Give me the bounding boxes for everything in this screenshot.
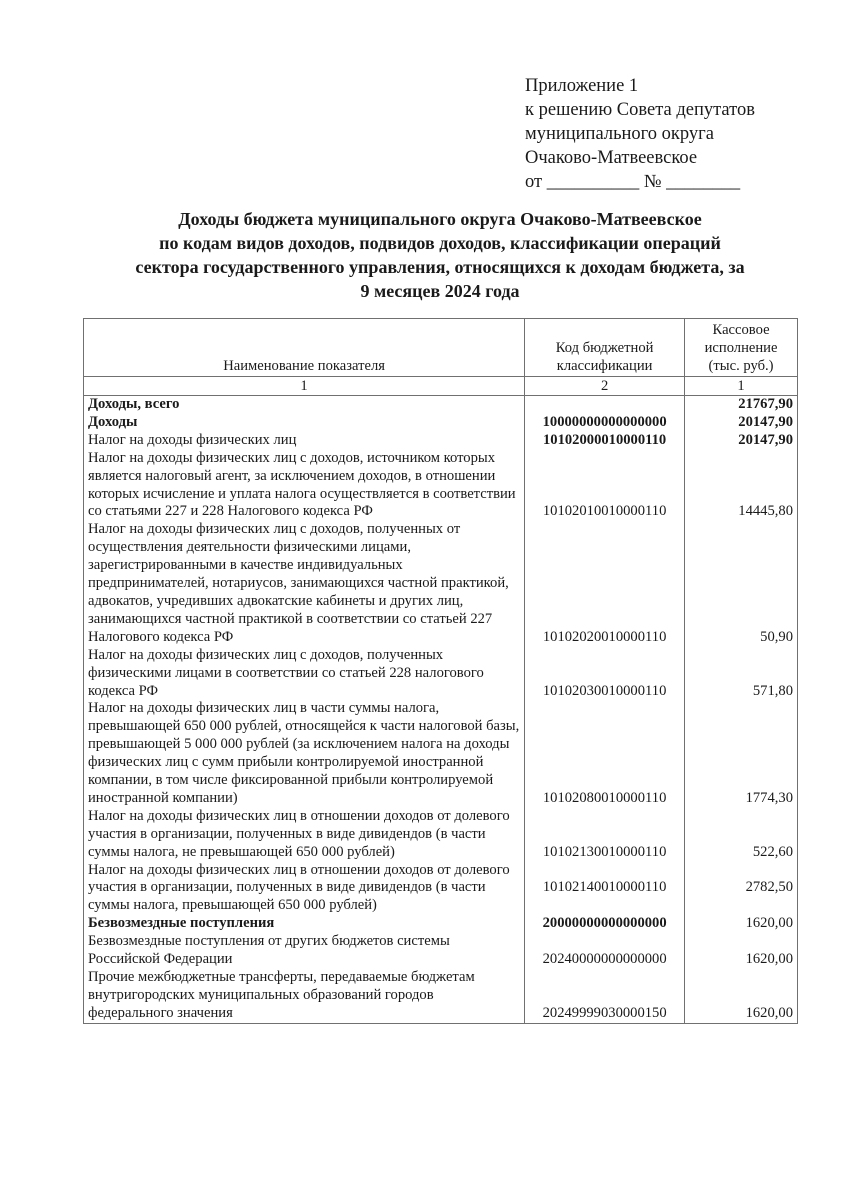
header-amount: Кассовое исполнение (тыс. руб.) [685, 319, 798, 377]
document-title [84, 207, 796, 303]
row-amount: 50,90 [685, 521, 798, 646]
row-name: Налог на доходы физических лиц в части суммы налога, превышающей 650 000 рублей, относящейся к части налоговой базы, превышающей 5 000 000 рублей (за исключением налога на доходы физических лиц с сумм прибыли контролируемой иностранной компании, в том числе фиксированной прибыли контролируемой иностранной компании) [84, 700, 525, 807]
row-amount: 21767,90 [685, 396, 798, 414]
title-line: сектора государственного управления, относящихся к доходам бюджета, за [135, 257, 745, 277]
row-name: Налог на доходы физических лиц с доходов, источником которых является налоговый агент, за исключением доходов, в отношении которых исчисление и уплата налога осуществляется в соответствии со статьями 227 и 228 Налогового кодекса РФ [84, 450, 525, 522]
row-amount: 571,80 [685, 647, 798, 701]
row-code: 10102030010000110 [525, 647, 685, 701]
row-name: Налог на доходы физических лиц в отношении доходов от долевого участия в организации, полученных в виде дивидендов (в части суммы налога, не превышающей 650 000 рублей) [84, 808, 525, 862]
appendix-header [525, 74, 755, 194]
table-row [84, 808, 798, 862]
row-amount: 20147,90 [685, 414, 798, 432]
row-name: Налог на доходы физических лиц в отношении доходов от долевого участия в организации, полученных в виде дивидендов (в части суммы налога, превышающей 650 000 рублей) [84, 862, 525, 916]
title-line: 9 месяцев 2024 года [360, 281, 520, 301]
row-code [525, 396, 685, 414]
row-name: Доходы, всего [84, 396, 525, 414]
row-code: 10102000010000110 [525, 432, 685, 450]
appendix-line: Очаково-Матвеевское [525, 148, 698, 168]
table-row [84, 647, 798, 701]
row-code: 20249999030000150 [525, 969, 685, 1023]
row-code: 10102140010000110 [525, 862, 685, 916]
revenue-table [83, 318, 798, 1024]
row-code: 20240000000000000 [525, 933, 685, 969]
table-row [84, 700, 798, 807]
row-name: Налог на доходы физических лиц [84, 432, 525, 450]
table-row [84, 396, 798, 414]
column-number: 2 [525, 377, 685, 396]
table-row [84, 521, 798, 646]
header-code: Код бюджетной классификации [525, 319, 685, 377]
row-name: Налог на доходы физических лиц с доходов, полученных от осуществления деятельности физическими лицами, зарегистрированными в качестве индивидуальных предпринимателей, нотариусов, занимающихся частной практикой, адвокатов, учредивших адвокатские кабинеты и других лиц, занимающихся частной практикой в соответствии со статьей 227 Налогового кодекса РФ [84, 521, 525, 646]
appendix-line: от __________ № ________ [525, 172, 741, 192]
table-row [84, 414, 798, 432]
row-amount: 522,60 [685, 808, 798, 862]
table-row [84, 933, 798, 969]
row-name: Безвозмездные поступления от других бюджетов системы Российской Федерации [84, 933, 525, 969]
column-number: 1 [685, 377, 798, 396]
row-name: Доходы [84, 414, 525, 432]
table-row [84, 969, 798, 1023]
table-row [84, 450, 798, 522]
table-row [84, 862, 798, 916]
row-name: Безвозмездные поступления [84, 915, 525, 933]
row-code: 10102080010000110 [525, 700, 685, 807]
appendix-line: муниципального округа [525, 124, 714, 144]
row-code: 10000000000000000 [525, 414, 685, 432]
column-number: 1 [84, 377, 525, 396]
row-amount: 14445,80 [685, 450, 798, 522]
row-name: Налог на доходы физических лиц с доходов, полученных физическими лицами в соответствии со статьей 228 налогового кодекса РФ [84, 647, 525, 701]
appendix-line: к решению Совета депутатов [525, 100, 755, 120]
table-row [84, 915, 798, 933]
column-number-row [84, 377, 798, 396]
row-amount: 1774,30 [685, 700, 798, 807]
row-amount: 1620,00 [685, 969, 798, 1023]
table-header-row [84, 319, 798, 377]
row-code: 10102020010000110 [525, 521, 685, 646]
row-amount: 1620,00 [685, 915, 798, 933]
row-amount: 20147,90 [685, 432, 798, 450]
row-code: 10102130010000110 [525, 808, 685, 862]
header-name: Наименование показателя [84, 319, 525, 377]
row-code: 20000000000000000 [525, 915, 685, 933]
appendix-line: Приложение 1 [525, 76, 639, 96]
table-row [84, 432, 798, 450]
row-name: Прочие межбюджетные трансферты, передаваемые бюджетам внутригородских муниципальных образований городов федерального значения [84, 969, 525, 1023]
title-line: по кодам видов доходов, подвидов доходов, классификации операций [159, 233, 721, 253]
row-amount: 1620,00 [685, 933, 798, 969]
title-line: Доходы бюджета муниципального округа Очаково-Матвеевское [178, 209, 702, 229]
row-amount: 2782,50 [685, 862, 798, 916]
row-code: 10102010010000110 [525, 450, 685, 522]
